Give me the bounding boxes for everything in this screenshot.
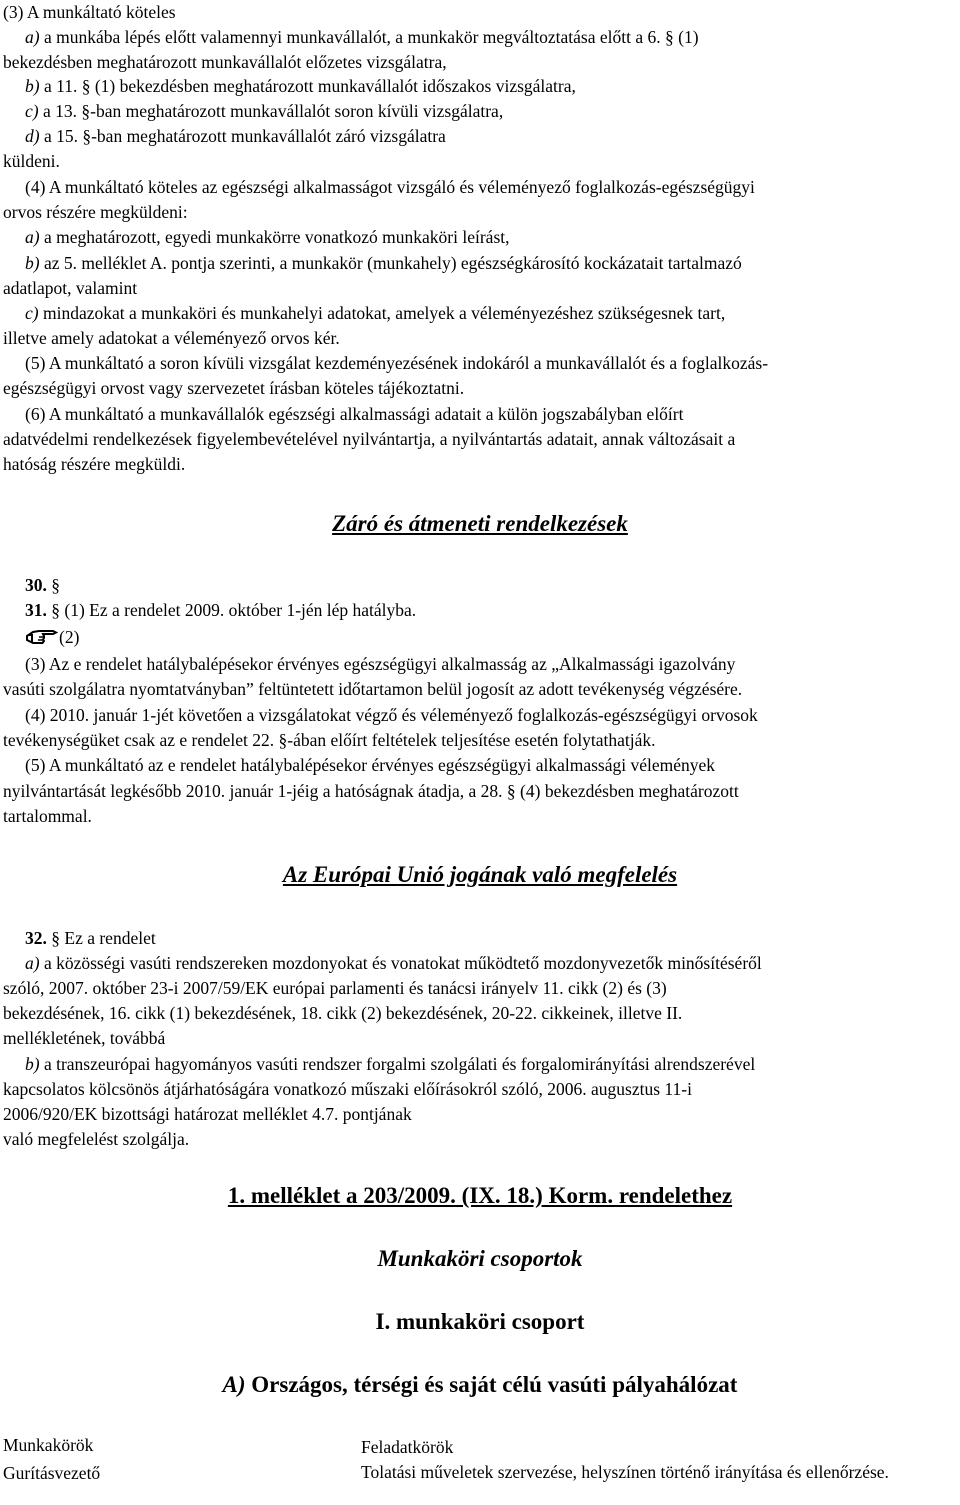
para-4-item-b-cont: adatlapot, valamint [3, 278, 138, 298]
table-header-munkakorok: Munkakörök [3, 1435, 94, 1455]
section-32-item-a [25, 951, 762, 975]
section-32-item-b [25, 1052, 755, 1076]
para-4-line-2: orvos részére megküldeni: [3, 202, 188, 222]
para-3-item-a-cont: bekezdésben meghatározott munkavállalót előzetes vizsgálatra, [3, 52, 447, 72]
section-number: 32. [25, 928, 47, 948]
section-32-item-a-line-2: szóló, 2007. október 23-i 2007/59/EK európai parlamenti és tanácsi irányelv 11. cikk (2) és (3) [3, 978, 667, 998]
item-text: a 15. §-ban meghatározott munkavállalót záró vizsgálatra [39, 126, 446, 146]
pointing-hand-icon[interactable] [25, 626, 59, 646]
section-title-text: Országos, térségi és saját célú vasúti pályahálózat [245, 1372, 738, 1397]
section-32 [25, 926, 156, 950]
section-31-para-3-line-2: vasúti szolgálatra nyomtatványban” feltüntetett időtartamon belül jogosít az adott tevékenység végzésére. [3, 679, 743, 699]
para-4-line-1: (4) A munkáltató köteles az egészségi alkalmasságot vizsgáló és véleményező foglalkozás-egészségügyi [25, 177, 755, 197]
item-text: a transzeurópai hagyományos vasúti rendszer forgalmi szolgálati és forgalomirányítási alrendszerével [39, 1054, 756, 1074]
item-mark: b) [25, 1054, 40, 1074]
section-31-para-3-line-1: (3) Az e rendelet hatálybalépésekor érvényes egészségügyi alkalmasság az „Alkalmassági igazolvány [25, 654, 736, 674]
para-4-item-a [25, 225, 510, 249]
section-text: § Ez a rendelet [46, 928, 156, 948]
para-4-item-c [25, 301, 725, 325]
section-31-para-5-line-1: (5) A munkáltató az e rendelet hatálybalépésekor érvényes egészségügyi alkalmassági vélemények [25, 755, 716, 775]
section-32-item-b-line-2: kapcsolatos kölcsönös átjárhatóságára vonatkozó műszaki előírásokról szóló, 2006. augusztus 11-i [3, 1079, 692, 1099]
para-label: (2) [59, 627, 80, 647]
para-6-line-1: (6) A munkáltató a munkavállalók egészségi alkalmassági adatait a külön jogszabályban előírt [25, 404, 684, 424]
para-3-end: küldeni. [3, 151, 60, 171]
item-mark: d) [25, 126, 40, 146]
para-5-line-2: egészségügyi orvost vagy szervezetet írásban köteles tájékoztatni. [3, 378, 465, 398]
item-mark: c) [25, 101, 39, 121]
section-number: 30. [25, 575, 47, 595]
item-mark: a) [25, 953, 40, 973]
item-text: a közösségi vasúti rendszereken mozdonyokat és vonatokat működtető mozdonyvezetők minősítéséről [39, 953, 762, 973]
section-number: 31. [25, 600, 47, 620]
item-mark: b) [25, 253, 40, 273]
table-cell-feladatkor: Tolatási műveletek szervezése, helyszínen történő irányítása és ellenőrzése. [361, 1462, 889, 1482]
section-31-para-5-line-3: tartalommal. [3, 806, 92, 826]
section-sign: § [46, 575, 60, 595]
section-32-end: való megfelelést szolgálja. [3, 1129, 190, 1149]
section-30 [25, 573, 60, 597]
item-text: a munkába lépés előtt valamennyi munkavállalót, a munkakör megváltoztatása előtt a 6. § (1) [39, 27, 699, 47]
para-3-item-c [25, 99, 503, 123]
item-text: a meghatározott, egyedi munkakörre vonatkozó munkaköri leírást, [39, 227, 510, 247]
item-text: a 11. § (1) bekezdésben meghatározott munkavállalót időszakos vizsgálatra, [39, 76, 576, 96]
item-text: a 13. §-ban meghatározott munkavállalót soron kívüli vizsgálatra, [38, 101, 504, 121]
section-title [0, 1372, 960, 1398]
item-text: az 5. melléklet A. pontja szerinti, a munkakör (munkahely) egészségkárosító kockázatait tartalmazó [39, 253, 742, 273]
para-4-end: illetve amely adatokat a véleményező orvos kér. [3, 328, 340, 348]
section-mark: A) [222, 1372, 246, 1397]
annex-title: 1. melléklet a 203/2009. (IX. 18.) Korm. rendelethez [227, 1183, 733, 1208]
section-31-para-5-line-2: nyilvántartását legkésőbb 2010. január 1-jéig a hatóságnak átadja, a 28. § (4) bekezdésben meghatározott [3, 781, 739, 801]
group-title: I. munkaköri csoport [375, 1309, 585, 1334]
para-6-line-2: adatvédelmi rendelkezések figyelembevételével nyilvántartja, a nyilvántartás adatait, annak változásait a [3, 429, 736, 449]
item-mark: b) [25, 76, 40, 96]
para-3-line-1: (3) A munkáltató köteles [3, 2, 176, 22]
item-text: mindazokat a munkaköri és munkahelyi adatokat, amelyek a véleményezéshez szükségesnek tart, [38, 303, 726, 323]
para-6-line-3: hatóság részére megküldi. [3, 454, 186, 474]
item-mark: a) [25, 227, 40, 247]
heading-zaro: Záró és átmeneti rendelkezések [332, 511, 628, 536]
section-31 [25, 598, 416, 622]
section-32-item-b-line-3: 2006/920/EK bizottsági határozat melléklet 4.7. pontjának [3, 1104, 412, 1124]
section-32-item-a-line-4: mellékletének, továbbá [3, 1028, 166, 1048]
section-32-item-a-line-3: bekezdésének, 16. cikk (1) bekezdésének, 18. cikk (2) bekezdésének, 20-22. cikkeinek, illetve II. [3, 1003, 683, 1023]
section-text: § (1) Ez a rendelet 2009. október 1-jén lép hatályba. [46, 600, 417, 620]
item-mark: a) [25, 27, 40, 47]
section-31-para-4-line-2: tevékenységüket csak az e rendelet 22. §-ában előírt feltételek teljesítése esetén folytathatják. [3, 730, 656, 750]
annex-subtitle: Munkaköri csoportok [377, 1246, 583, 1271]
para-3-item-d [25, 124, 446, 148]
section-31-para-2[interactable] [25, 625, 79, 649]
para-4-item-b [25, 251, 742, 275]
para-3-item-a [25, 25, 699, 49]
heading-eu: Az Európai Unió jogának való megfelelés [282, 862, 678, 887]
para-5-line-1: (5) A munkáltató a soron kívüli vizsgálat kezdeményezésének indokáról a munkavállalót és a foglalkozás- [25, 353, 769, 373]
table-header-feladatkorok: Feladatkörök [361, 1437, 454, 1457]
section-31-para-4-line-1: (4) 2010. január 1-jét követően a vizsgálatokat végző és véleményező foglalkozás-egészségügyi orvosok [25, 705, 758, 725]
table-cell-munkakor: Gurításvezető [3, 1463, 101, 1483]
item-mark: c) [25, 303, 39, 323]
para-3-item-b [25, 74, 576, 98]
